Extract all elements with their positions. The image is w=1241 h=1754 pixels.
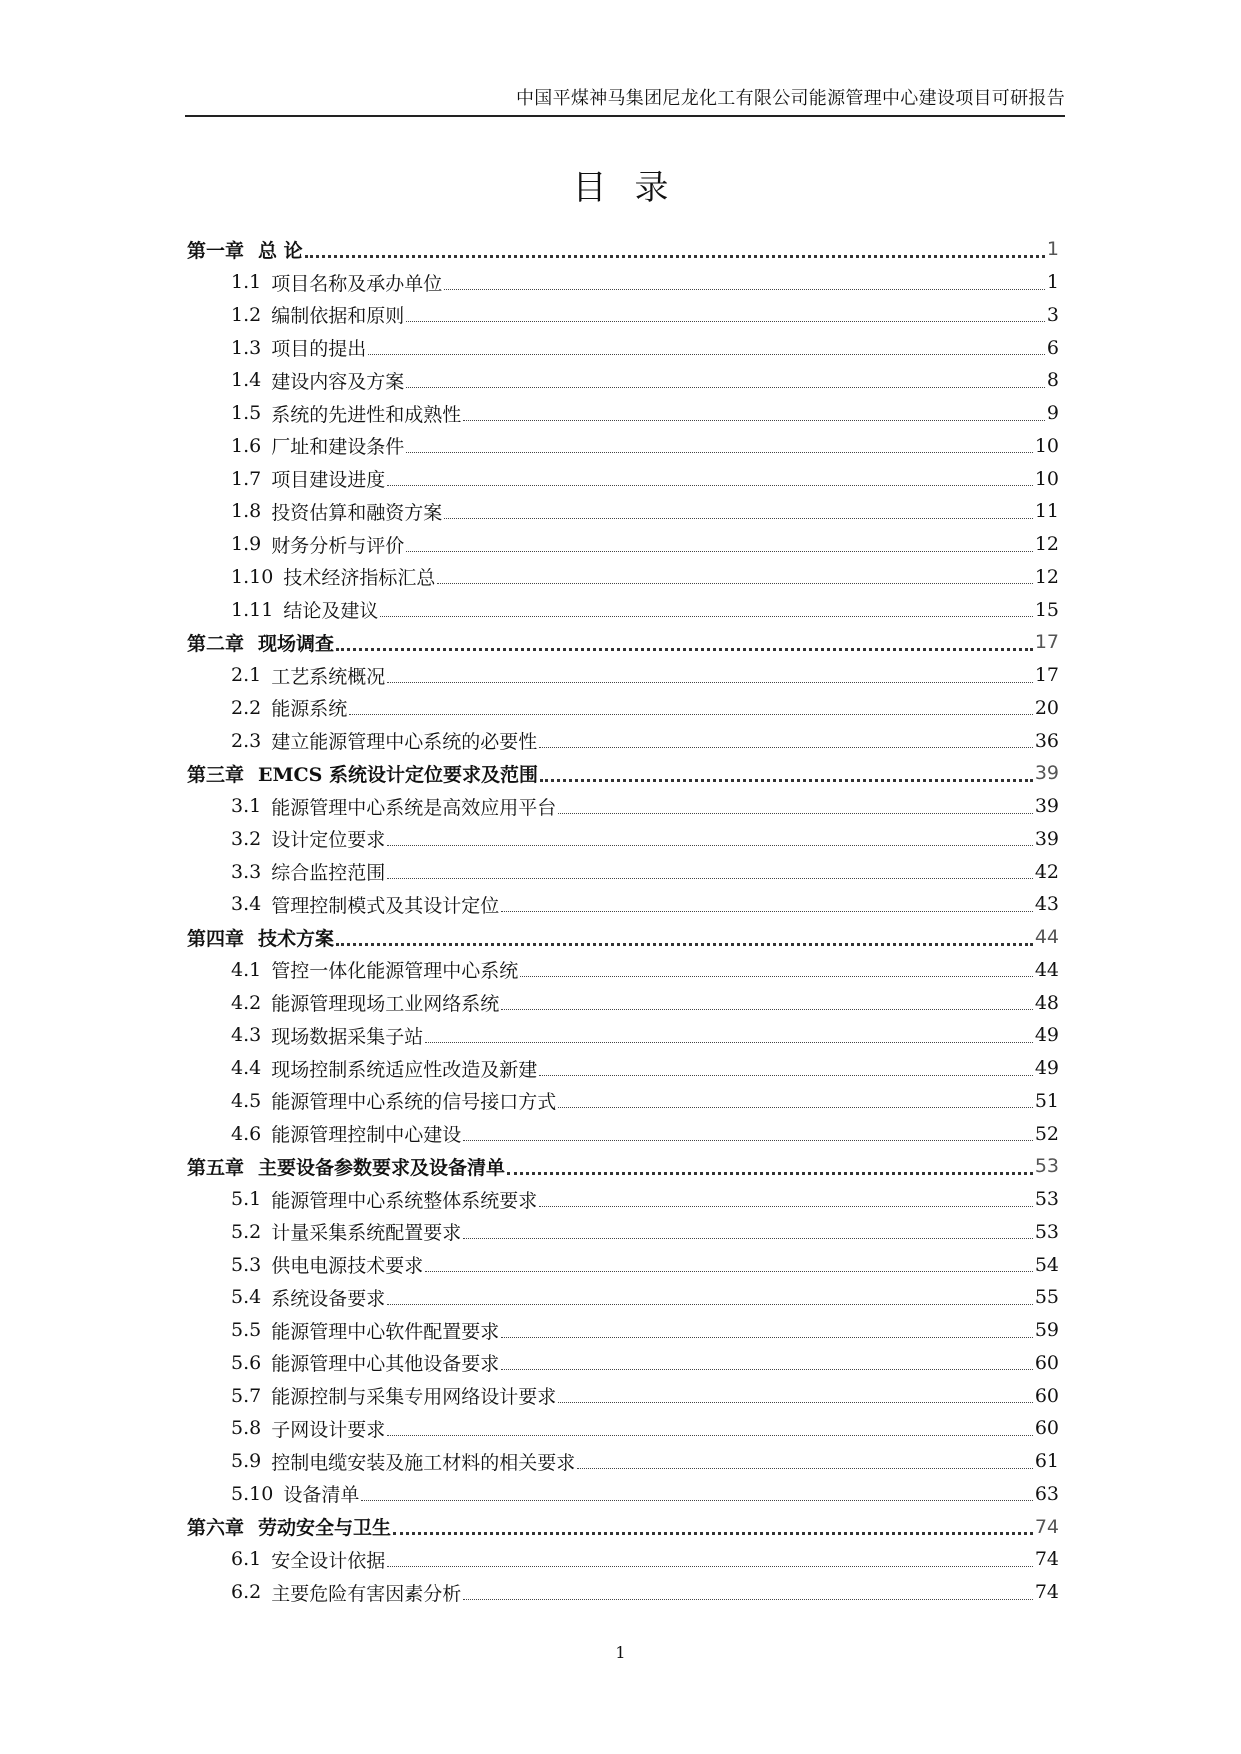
toc-section-entry[interactable] — [187, 1445, 1059, 1478]
toc-chapter-entry[interactable] — [187, 1150, 1059, 1183]
toc-entry-title: 能源管理中心系统是高效应用平台 — [271, 796, 557, 819]
toc-entry-number: 5.3 — [231, 1253, 262, 1276]
toc-dot-leader — [406, 321, 1045, 322]
toc-entry-page: 20 — [1034, 696, 1059, 719]
toc-entry-number: 5.2 — [231, 1220, 262, 1243]
toc-entry-page: 12 — [1034, 533, 1059, 556]
toc-dot-leader — [387, 845, 1033, 846]
page-number: 1 — [615, 1643, 626, 1662]
toc-entry-page: 15 — [1034, 598, 1059, 621]
toc-entry-page: 53 — [1034, 1155, 1059, 1178]
toc-dot-leader — [520, 976, 1033, 977]
toc-entry-number: 2.3 — [231, 729, 262, 752]
toc-entry-page: 12 — [1034, 565, 1059, 588]
toc-chapter-entry[interactable] — [187, 626, 1059, 659]
toc-section-entry[interactable] — [187, 692, 1059, 725]
toc-entry-number: 5.7 — [231, 1384, 262, 1407]
toc-section-entry[interactable] — [187, 331, 1059, 364]
toc-entry-number: 5.10 — [231, 1482, 274, 1505]
toc-entry-title: 主要设备参数要求及设备清单 — [258, 1156, 506, 1179]
toc-section-entry[interactable] — [187, 561, 1059, 594]
toc-section-entry[interactable] — [187, 364, 1059, 397]
toc-entry-page: 43 — [1034, 893, 1059, 916]
toc-dot-leader — [380, 616, 1032, 617]
toc-entry-number: 1.3 — [231, 336, 262, 359]
toc-entry-number: 4.6 — [231, 1122, 262, 1145]
toc-section-entry[interactable] — [187, 954, 1059, 987]
toc-dot-leader — [387, 1304, 1033, 1305]
toc-section-entry[interactable] — [187, 266, 1059, 299]
toc-entry-title: 项目建设进度 — [271, 469, 386, 492]
page-title — [0, 160, 1241, 209]
toc-entry-page: 74 — [1034, 1581, 1059, 1604]
toc-entry-page: 10 — [1034, 467, 1059, 490]
toc-section-entry[interactable] — [187, 1576, 1059, 1609]
toc-dot-leader — [406, 551, 1033, 552]
toc-entry-number: 第六章 — [187, 1517, 245, 1540]
toc-entry-page: 60 — [1034, 1417, 1059, 1440]
toc-section-entry[interactable] — [187, 855, 1059, 888]
toc-section-entry[interactable] — [187, 790, 1059, 823]
toc-dot-leader — [387, 1566, 1033, 1567]
toc-entry-page: 10 — [1034, 434, 1059, 457]
toc-entry-title: 能源管理中心其他设备要求 — [271, 1353, 500, 1376]
toc-dot-leader — [425, 1271, 1033, 1272]
toc-section-entry[interactable] — [187, 1478, 1059, 1511]
toc-entry-title: 计量采集系统配置要求 — [271, 1222, 462, 1245]
toc-entry-title: 能源管理中心系统整体系统要求 — [271, 1189, 538, 1212]
toc-entry-number: 1.8 — [231, 500, 262, 523]
toc-dot-leader — [539, 1075, 1033, 1076]
toc-entry-title: 管理控制模式及其设计定位 — [271, 894, 500, 917]
toc-entry-title: 主要危险有害因素分析 — [271, 1582, 462, 1605]
toc-dot-leader — [349, 714, 1033, 715]
toc-entry-page: 11 — [1034, 500, 1059, 523]
toc-entry-title: 能源控制与采集专用网络设计要求 — [271, 1386, 557, 1409]
toc-section-entry[interactable] — [187, 659, 1059, 692]
running-header: 中国平煤神马集团尼龙化工有限公司能源管理中心建设项目可研报告 — [185, 84, 1065, 117]
toc-entry-number: 1.5 — [231, 402, 262, 425]
toc-dot-leader — [393, 1532, 1033, 1535]
toc-entry-page: 39 — [1034, 795, 1059, 818]
toc-entry-title: 编制依据和原则 — [271, 305, 405, 328]
toc-section-entry[interactable] — [187, 724, 1059, 757]
toc-dot-leader — [501, 911, 1033, 912]
toc-dot-leader — [444, 289, 1045, 290]
toc-section-entry[interactable] — [187, 495, 1059, 528]
toc-entry-title: 子网设计要求 — [271, 1418, 386, 1441]
toc-entry-number: 3.1 — [231, 795, 262, 818]
toc-entry-page: 63 — [1034, 1482, 1059, 1505]
toc-entry-title: 安全设计依据 — [271, 1549, 386, 1572]
toc-entry-number: 4.1 — [231, 958, 262, 981]
toc-entry-number: 5.5 — [231, 1319, 262, 1342]
toc-entry-number: 6.2 — [231, 1581, 262, 1604]
toc-entry-title: 建立能源管理中心系统的必要性 — [271, 731, 538, 754]
toc-chapter-entry[interactable] — [187, 757, 1059, 790]
toc-dot-leader — [540, 779, 1033, 782]
toc-entry-title: 控制电缆安装及施工材料的相关要求 — [271, 1451, 576, 1474]
toc-dot-leader — [463, 420, 1045, 421]
toc-entry-title: 技术方案 — [258, 927, 335, 950]
toc-entry-number: 3.2 — [231, 827, 262, 850]
toc-entry-title: 结论及建议 — [283, 600, 379, 623]
toc-entry-page: 17 — [1034, 664, 1059, 687]
toc-section-entry[interactable] — [187, 462, 1059, 495]
toc-section-entry[interactable] — [187, 593, 1059, 626]
toc-section-entry[interactable] — [187, 1347, 1059, 1380]
toc-entry-title: 技术经济指标汇总 — [283, 567, 436, 590]
toc-entry-number: 5.4 — [231, 1286, 262, 1309]
toc-entry-page: 1 — [1046, 238, 1059, 261]
toc-dot-leader — [501, 1009, 1033, 1010]
toc-entry-page: 60 — [1034, 1384, 1059, 1407]
toc-section-entry[interactable] — [187, 299, 1059, 332]
toc-entry-page: 61 — [1034, 1450, 1059, 1473]
title-char-2: 录 — [634, 168, 669, 208]
toc-entry-title: 能源管理中心软件配置要求 — [271, 1320, 500, 1343]
toc-section-entry[interactable] — [187, 1412, 1059, 1445]
toc-entry-title: 能源系统 — [271, 698, 348, 721]
toc-section-entry[interactable] — [187, 1281, 1059, 1314]
toc-entry-page: 39 — [1034, 827, 1059, 850]
toc-entry-page: 59 — [1034, 1319, 1059, 1342]
toc-dot-leader — [336, 943, 1033, 946]
toc-entry-number: 1.11 — [231, 598, 274, 621]
toc-entry-page: 39 — [1034, 762, 1059, 785]
toc-entry-number: 1.7 — [231, 467, 262, 490]
toc-dot-leader — [577, 1468, 1033, 1469]
toc-entry-title: 能源管理现场工业网络系统 — [271, 993, 500, 1016]
toc-section-entry[interactable] — [187, 888, 1059, 921]
toc-section-entry[interactable] — [187, 430, 1059, 463]
toc-dot-leader — [507, 1172, 1033, 1175]
toc-dot-leader — [539, 1206, 1033, 1207]
toc-entry-page: 42 — [1034, 860, 1059, 883]
toc-entry-number: 1.6 — [231, 434, 262, 457]
toc-entry-number: 5.8 — [231, 1417, 262, 1440]
toc-entry-page: 51 — [1034, 1089, 1059, 1112]
toc-entry-title: 劳动安全与卫生 — [258, 1517, 392, 1540]
toc-entry-title: EMCS 系统设计定位要求及范围 — [258, 763, 538, 786]
toc-section-entry[interactable] — [187, 1052, 1059, 1085]
toc-section-entry[interactable] — [187, 528, 1059, 561]
toc-entry-page: 48 — [1034, 991, 1059, 1014]
toc-entry-number: 2.1 — [231, 664, 262, 687]
toc-entry-page: 8 — [1046, 369, 1059, 392]
toc-dot-leader — [463, 1599, 1033, 1600]
toc-dot-leader — [361, 1500, 1032, 1501]
toc-entry-page: 74 — [1034, 1548, 1059, 1571]
toc-section-entry[interactable] — [187, 1248, 1059, 1281]
toc-entry-number: 4.2 — [231, 991, 262, 1014]
toc-entry-number: 1.10 — [231, 565, 274, 588]
toc-dot-leader — [539, 747, 1033, 748]
toc-dot-leader — [463, 1238, 1033, 1239]
toc-entry-title: 现场控制系统适应性改造及新建 — [271, 1058, 538, 1081]
toc-section-entry[interactable] — [187, 1117, 1059, 1150]
toc-entry-title: 项目的提出 — [271, 338, 367, 361]
toc-entry-number: 5.6 — [231, 1351, 262, 1374]
toc-entry-page: 53 — [1034, 1188, 1059, 1211]
toc-entry-number: 6.1 — [231, 1548, 262, 1571]
toc-section-entry[interactable] — [187, 823, 1059, 856]
toc-entry-title: 能源管理控制中心建设 — [271, 1124, 462, 1147]
toc-entry-title: 工艺系统概况 — [271, 665, 386, 688]
toc-entry-page: 3 — [1046, 303, 1059, 326]
toc-entry-title: 系统设备要求 — [271, 1287, 386, 1310]
toc-dot-leader — [406, 452, 1033, 453]
toc-entry-number: 第四章 — [187, 927, 245, 950]
toc-entry-title: 设计定位要求 — [271, 829, 386, 852]
table-of-contents — [187, 233, 1059, 1609]
toc-entry-title: 综合监控范围 — [271, 862, 386, 885]
toc-section-entry[interactable] — [187, 1314, 1059, 1347]
toc-entry-title: 供电电源技术要求 — [271, 1255, 424, 1278]
toc-entry-title: 总 论 — [258, 239, 303, 262]
toc-section-entry[interactable] — [187, 1183, 1059, 1216]
toc-dot-leader — [501, 1369, 1033, 1370]
toc-dot-leader — [425, 1042, 1033, 1043]
toc-entry-title: 建设内容及方案 — [271, 370, 405, 393]
toc-entry-number: 5.9 — [231, 1450, 262, 1473]
toc-dot-leader — [558, 1107, 1033, 1108]
toc-entry-page: 44 — [1034, 958, 1059, 981]
toc-dot-leader — [463, 1140, 1033, 1141]
title-char-1: 目 — [572, 168, 607, 208]
toc-section-entry[interactable] — [187, 1085, 1059, 1118]
toc-entry-page: 53 — [1034, 1220, 1059, 1243]
toc-entry-page: 55 — [1034, 1286, 1059, 1309]
toc-entry-page: 44 — [1034, 926, 1059, 949]
toc-dot-leader — [444, 518, 1033, 519]
toc-dot-leader — [305, 255, 1045, 258]
toc-entry-number: 第三章 — [187, 763, 245, 786]
toc-chapter-entry[interactable] — [187, 1510, 1059, 1543]
toc-entry-page: 49 — [1034, 1024, 1059, 1047]
toc-dot-leader — [387, 1435, 1033, 1436]
toc-dot-leader — [558, 813, 1033, 814]
toc-chapter-entry[interactable] — [187, 233, 1059, 266]
toc-entry-number: 4.5 — [231, 1089, 262, 1112]
toc-section-entry[interactable] — [187, 1543, 1059, 1576]
toc-entry-page: 52 — [1034, 1122, 1059, 1145]
toc-section-entry[interactable] — [187, 1019, 1059, 1052]
toc-entry-number: 1.1 — [231, 271, 262, 294]
toc-entry-number: 5.1 — [231, 1188, 262, 1211]
toc-entry-page: 49 — [1034, 1057, 1059, 1080]
toc-entry-number: 第五章 — [187, 1156, 245, 1179]
toc-entry-title: 现场调查 — [258, 632, 335, 655]
toc-dot-leader — [558, 1402, 1033, 1403]
toc-entry-number: 2.2 — [231, 696, 262, 719]
toc-entry-number: 1.4 — [231, 369, 262, 392]
toc-entry-number: 4.4 — [231, 1057, 262, 1080]
toc-entry-number: 3.4 — [231, 893, 262, 916]
toc-entry-title: 管控一体化能源管理中心系统 — [271, 960, 519, 983]
toc-entry-number: 1.9 — [231, 533, 262, 556]
toc-entry-page: 17 — [1034, 631, 1059, 654]
toc-entry-page: 1 — [1046, 271, 1059, 294]
toc-dot-leader — [387, 485, 1033, 486]
toc-dot-leader — [406, 387, 1045, 388]
toc-entry-title: 厂址和建设条件 — [271, 436, 405, 459]
toc-entry-page: 9 — [1046, 402, 1059, 425]
toc-dot-leader — [336, 648, 1033, 651]
toc-entry-title: 系统的先进性和成熟性 — [271, 403, 462, 426]
toc-entry-title: 财务分析与评价 — [271, 534, 405, 557]
toc-entry-page: 60 — [1034, 1351, 1059, 1374]
toc-section-entry[interactable] — [187, 1379, 1059, 1412]
toc-dot-leader — [368, 354, 1045, 355]
toc-entry-title: 现场数据采集子站 — [271, 1025, 424, 1048]
toc-entry-number: 1.2 — [231, 303, 262, 326]
toc-entry-page: 36 — [1034, 729, 1059, 752]
toc-entry-title: 设备清单 — [283, 1484, 360, 1507]
toc-entry-number: 3.3 — [231, 860, 262, 883]
toc-entry-page: 54 — [1034, 1253, 1059, 1276]
toc-chapter-entry[interactable] — [187, 921, 1059, 954]
toc-entry-number: 第二章 — [187, 632, 245, 655]
toc-dot-leader — [387, 878, 1033, 879]
toc-entry-number: 第一章 — [187, 239, 245, 262]
toc-section-entry[interactable] — [187, 986, 1059, 1019]
toc-entry-title: 能源管理中心系统的信号接口方式 — [271, 1091, 557, 1114]
toc-section-entry[interactable] — [187, 397, 1059, 430]
toc-dot-leader — [501, 1337, 1033, 1338]
toc-entry-page: 6 — [1046, 336, 1059, 359]
toc-entry-title: 项目名称及承办单位 — [271, 272, 443, 295]
toc-dot-leader — [437, 583, 1032, 584]
toc-entry-page: 74 — [1034, 1515, 1059, 1538]
toc-entry-title: 投资估算和融资方案 — [271, 501, 443, 524]
toc-section-entry[interactable] — [187, 1216, 1059, 1249]
toc-dot-leader — [387, 682, 1033, 683]
toc-entry-number: 4.3 — [231, 1024, 262, 1047]
